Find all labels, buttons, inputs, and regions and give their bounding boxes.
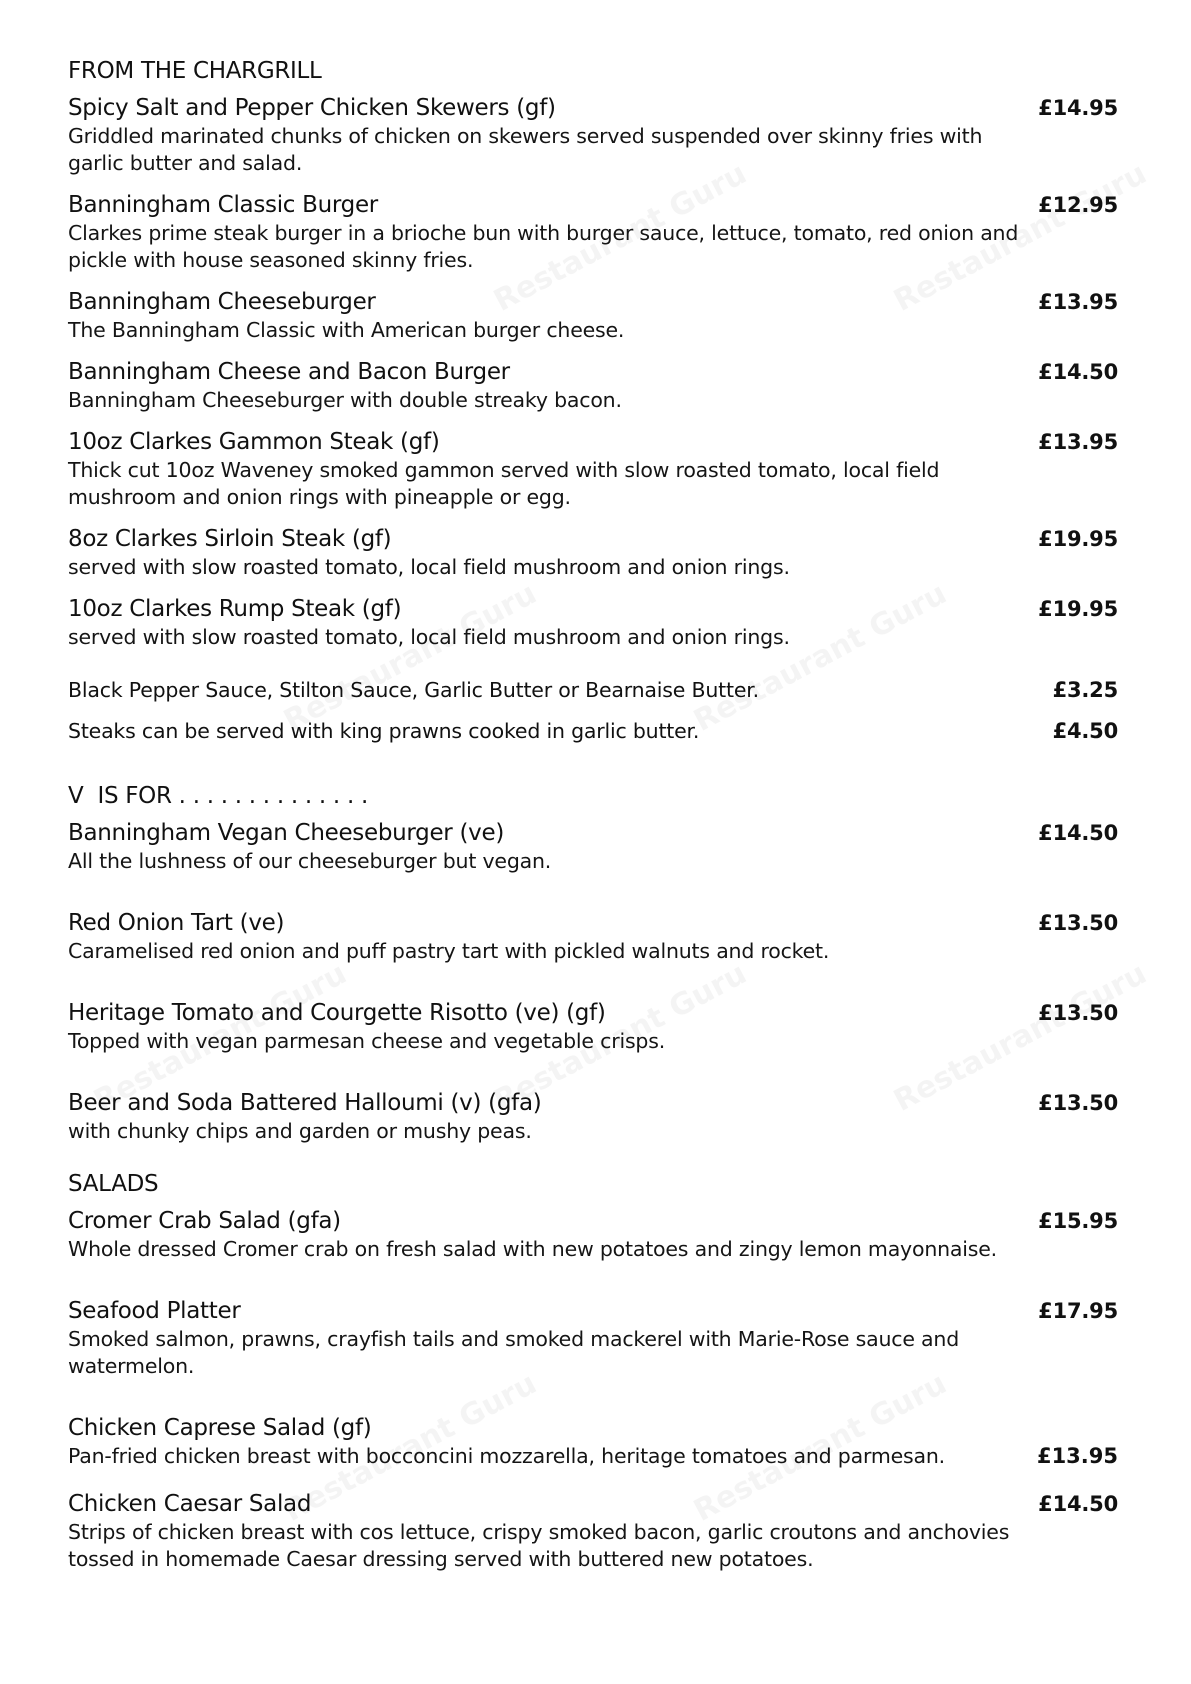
extra-price: £3.25	[1052, 678, 1118, 702]
item-name: Cromer Crab Salad (gfa)	[68, 1208, 341, 1234]
item-description: Griddled marinated chunks of chicken on skewers served suspended over skinny fries with garlic butter and salad.	[68, 124, 983, 175]
item-name: Chicken Caprese Salad (gf)	[68, 1415, 372, 1441]
item-price: £17.95	[1038, 1299, 1118, 1323]
menu-item	[68, 358, 1118, 414]
item-name: Heritage Tomato and Courgette Risotto (ve) (gf)	[68, 1000, 606, 1026]
menu-item	[68, 819, 1118, 875]
item-description: Banningham Cheeseburger with double streaky bacon.	[68, 388, 622, 412]
item-description: The Banningham Classic with American burger cheese.	[68, 318, 625, 342]
extra-text: Black Pepper Sauce, Stilton Sauce, Garlic Butter or Bearnaise Butter.	[68, 678, 759, 702]
item-name: Spicy Salt and Pepper Chicken Skewers (gf)	[68, 95, 556, 121]
item-name: Banningham Vegan Cheeseburger (ve)	[68, 820, 504, 846]
item-description: Clarkes prime steak burger in a brioche bun with burger sauce, lettuce, tomato, red onion and pickle with house seasoned skinny fries.	[68, 221, 1019, 272]
item-name: Seafood Platter	[68, 1298, 241, 1324]
menu-item	[68, 909, 1118, 965]
item-name: Banningham Cheese and Bacon Burger	[68, 359, 510, 385]
item-name: Banningham Classic Burger	[68, 192, 378, 218]
item-price: £14.50	[1038, 821, 1118, 845]
menu-item	[68, 428, 1118, 511]
item-price: £13.50	[1038, 911, 1118, 935]
item-description: All the lushness of our cheeseburger but vegan.	[68, 849, 552, 873]
menu-extra	[68, 677, 1118, 704]
menu-item	[68, 1089, 1118, 1145]
item-price: £14.50	[1038, 1492, 1118, 1516]
item-description: served with slow roasted tomato, local field mushroom and onion rings.	[68, 555, 790, 579]
menu-item	[68, 525, 1118, 581]
item-name: Beer and Soda Battered Halloumi (v) (gfa)	[68, 1090, 542, 1116]
item-price: £14.50	[1038, 360, 1118, 384]
menu-item	[68, 1490, 1118, 1573]
menu-extra	[68, 718, 1118, 745]
item-price: £13.50	[1038, 1091, 1118, 1115]
item-name: Chicken Caesar Salad	[68, 1491, 312, 1517]
item-description: Topped with vegan parmesan cheese and vegetable crisps.	[68, 1029, 666, 1053]
item-name: Red Onion Tart (ve)	[68, 910, 285, 936]
item-name: 10oz Clarkes Rump Steak (gf)	[68, 596, 402, 622]
item-price: £13.50	[1038, 1001, 1118, 1025]
item-description: with chunky chips and garden or mushy peas.	[68, 1119, 532, 1143]
item-price: £13.95	[1036, 1444, 1118, 1468]
section-title-salads: SALADS	[68, 1171, 159, 1197]
extra-text: Steaks can be served with king prawns cooked in garlic butter.	[68, 719, 700, 743]
menu-page	[68, 56, 1118, 1587]
item-name: Banningham Cheeseburger	[68, 289, 376, 315]
item-name: 8oz Clarkes Sirloin Steak (gf)	[68, 526, 392, 552]
item-description: Thick cut 10oz Waveney smoked gammon served with slow roasted tomato, local field mushroom and onion rings with pineapple or egg.	[68, 458, 940, 509]
menu-item	[68, 1297, 1118, 1380]
item-description: Whole dressed Cromer crab on fresh salad with new potatoes and zingy lemon mayonnaise.	[68, 1237, 997, 1261]
item-price: £12.95	[1038, 193, 1118, 217]
menu-item	[68, 595, 1118, 651]
menu-item	[68, 288, 1118, 344]
section-title-chargrill: FROM THE CHARGRILL	[68, 58, 322, 84]
item-description: Pan-fried chicken breast with bocconcini mozzarella, heritage tomatoes and parmesan.	[68, 1444, 945, 1468]
menu-item	[68, 191, 1118, 274]
item-price: £13.95	[1038, 290, 1118, 314]
item-description: Smoked salmon, prawns, crayfish tails and smoked mackerel with Marie-Rose sauce and watermelon.	[68, 1327, 960, 1378]
menu-item	[68, 999, 1118, 1055]
menu-item	[68, 1207, 1118, 1263]
item-name: 10oz Clarkes Gammon Steak (gf)	[68, 429, 440, 455]
item-description: served with slow roasted tomato, local field mushroom and onion rings.	[68, 625, 790, 649]
item-price: £14.95	[1038, 96, 1118, 120]
menu-item	[68, 94, 1118, 177]
section-title-vegetarian: V IS FOR . . . . . . . . . . . . . .	[68, 783, 368, 809]
item-description: Strips of chicken breast with cos lettuce, crispy smoked bacon, garlic croutons and anchovies tossed in homemade Caesar dressing served with buttered new potatoes.	[68, 1520, 1010, 1571]
item-price: £19.95	[1038, 597, 1118, 621]
item-price: £15.95	[1038, 1209, 1118, 1233]
extra-price: £4.50	[1052, 719, 1118, 743]
item-price: £13.95	[1038, 430, 1118, 454]
item-description: Caramelised red onion and puff pastry tart with pickled walnuts and rocket.	[68, 939, 830, 963]
menu-item	[68, 1414, 1118, 1470]
item-price: £19.95	[1038, 527, 1118, 551]
